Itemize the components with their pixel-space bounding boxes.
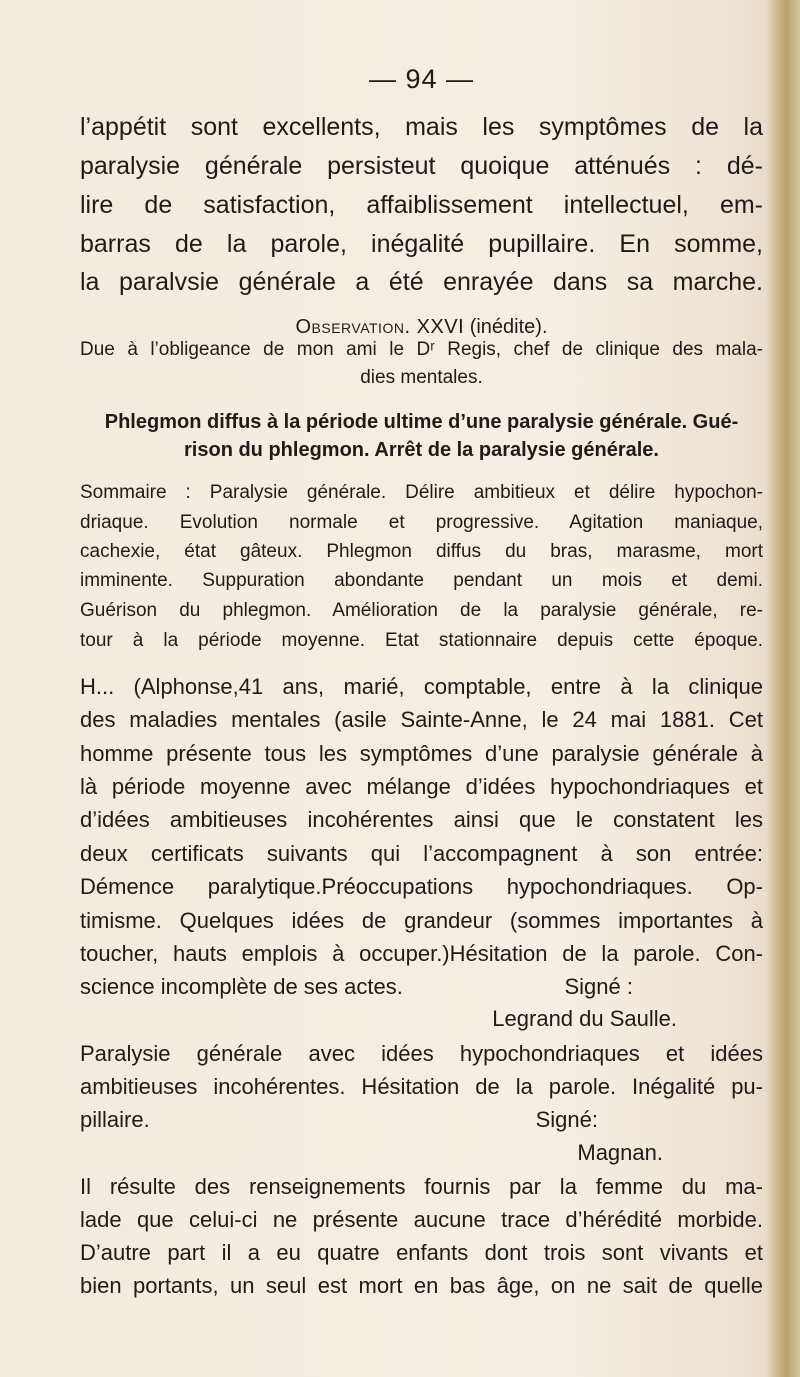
summary-line: Guérison du phlegmon. Amélioration de la paralysie générale, re- xyxy=(80,600,763,621)
case-line: H... (Alphonse,41 ans, marié, comptable, entre à la clinique xyxy=(80,674,763,699)
case-line: homme présente tous les symptômes d’une paralysie générale à xyxy=(80,741,763,766)
courtesy-line: dies mentales. xyxy=(360,367,483,388)
certificate-line: Paralysie générale avec idées hypochondriaques et idées xyxy=(80,1041,763,1066)
case-line: d’idées ambitieuses incohérentes ainsi que le constatent les xyxy=(80,807,763,832)
opening-line: lire de satisfaction, affaiblissement intellectuel, em- xyxy=(80,191,763,219)
page-number: — 94 — xyxy=(368,64,475,94)
summary-line: driaque. Evolution normale et progressive. Agitation maniaque, xyxy=(80,512,763,533)
case-title-line: rison du phlegmon. Arrêt de la paralysie générale. xyxy=(184,439,659,461)
observation-heading xyxy=(80,314,763,340)
case-line: deux certificats suivants qui l’accompagnent à son entrée: xyxy=(80,841,763,866)
summary-line: tour à la période moyenne. Etat stationnaire depuis cette époque. xyxy=(80,630,763,651)
observation-status: (inédite). xyxy=(469,316,548,338)
case-line: des maladies mentales (asile Sainte-Anne, le 24 mai 1881. Cet xyxy=(80,707,763,732)
certificate-line: pillaire. xyxy=(80,1107,150,1132)
case-title-line: Phlegmon diffus à la période ultime d’une paralysie générale. Gué- xyxy=(104,411,739,433)
closing-line: lade que celui-ci ne présente aucune trace d’hérédité morbide. xyxy=(80,1207,763,1232)
signature-label: Signé: xyxy=(535,1107,598,1132)
closing-line: D’autre part il a eu quatre enfants dont trois sont vivants et xyxy=(80,1240,763,1265)
page-edge xyxy=(766,0,800,1377)
signature-label: Signé : xyxy=(564,974,633,999)
certificate-line: ambitieuses incohérentes. Hésitation de la parole. Inégalité pu- xyxy=(80,1074,763,1099)
closing-line: Il résulte des renseignements fournis par la femme du ma- xyxy=(80,1174,763,1199)
certificate-line: Démence paralytique.Préoccupations hypochondriaques. Op- xyxy=(80,874,763,899)
opening-line: barras de la parole, inégalité pupillaire. En somme, xyxy=(80,230,763,258)
summary-line: Sommaire : Paralysie générale. Délire ambitieux et délire hypochon- xyxy=(80,482,763,503)
opening-line: la paralvsie générale a été enrayée dans sa marche. xyxy=(80,268,763,296)
certificate-line: science incomplète de ses actes. xyxy=(80,974,403,999)
opening-line: l’appétit sont excellents, mais les symptômes de la xyxy=(80,113,763,141)
summary-line: cachexie, état gâteux. Phlegmon diffus du bras, marasme, mort xyxy=(80,541,763,562)
certificate-line: toucher, hauts emplois à occuper.)Hésitation de la parole. Con- xyxy=(80,941,763,966)
signature-name: Legrand du Saulle. xyxy=(492,1006,677,1031)
summary-line: imminente. Suppuration abondante pendant un mois et demi. xyxy=(80,570,763,591)
certificate-line: timisme. Quelques idées de grandeur (sommes importantes à xyxy=(80,908,763,933)
observation-label: Observation. XXVI xyxy=(295,316,465,338)
courtesy-line: Due à l’obligeance de mon ami le Dʳ Regis, chef de clinique des mala- xyxy=(80,339,763,360)
signature-name: Magnan. xyxy=(577,1140,663,1165)
opening-line: paralysie générale persisteut quoique atténués : dé- xyxy=(80,152,763,180)
case-line: là période moyenne avec mélange d’idées hypochondriaques et xyxy=(80,774,763,799)
closing-line: bien portants, un seul est mort en bas âge, on ne sait de quelle xyxy=(80,1273,763,1298)
